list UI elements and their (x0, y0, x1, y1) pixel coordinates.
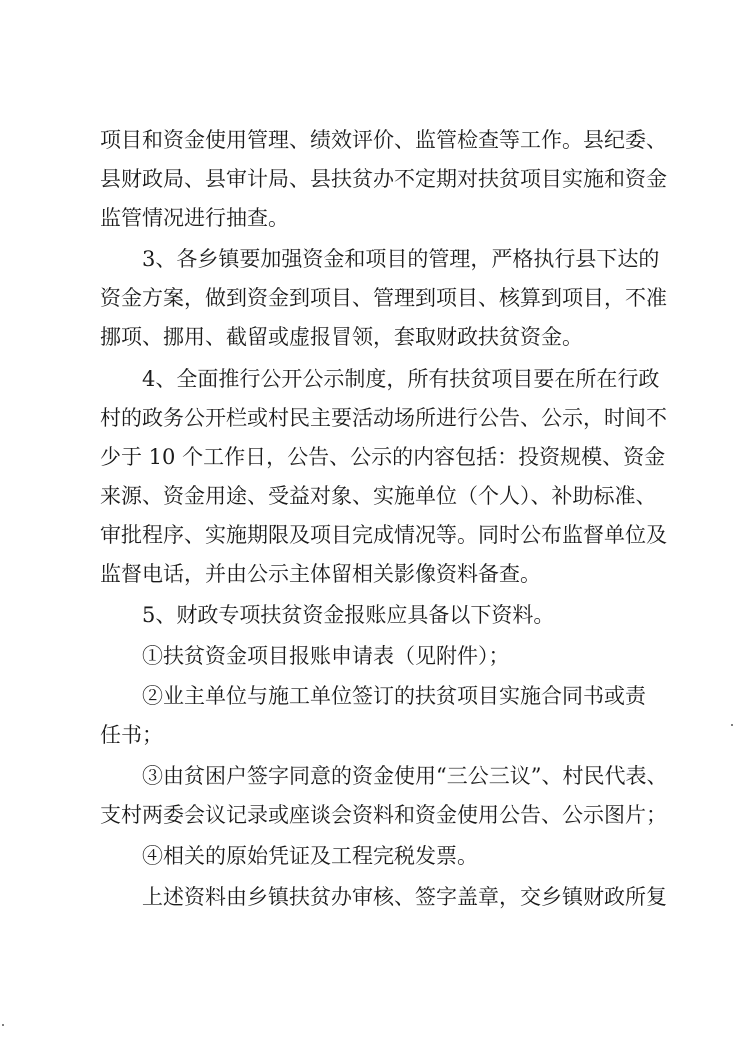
scan-speck (2, 1024, 4, 1026)
text-line-11: 审批程序、实施期限及项目完成情况等。同时公布监督单位及 (100, 523, 667, 547)
text-line-6: 挪项、挪用、截留或虚报冒领，套取财政扶贫资金。 (100, 325, 583, 349)
text-line-14: ①扶贫资金项目报账申请表（见附件）； (142, 644, 510, 668)
text-line-20: 上述资料由乡镇扶贫办审核、签字盖章，交乡镇财政所复 (142, 885, 667, 909)
text-line-3: 监管情况进行抽查。 (100, 206, 289, 230)
text-line-19: ④相关的原始凭证及工程完税发票。 (142, 844, 478, 868)
text-line-5: 资金方案，做到资金到项目、管理到项目、核算到项目，不准 (100, 286, 667, 310)
text-line-18: 支村两委会议记录或座谈会资料和资金使用公告、公示图片； (100, 803, 667, 827)
text-line-15: ②业主单位与施工单位签订的扶贫项目实施合同书或责 (142, 684, 646, 708)
text-line-9: 少于 10 个工作日，公告、公示的内容包括：投资规模、资金 (100, 445, 666, 469)
text-line-12: 监督电话，并由公示主体留相关影像资料备查。 (100, 562, 541, 586)
text-line-17: ③由贫困户签字同意的资金使用“三公三议”、村民代表、 (142, 764, 668, 788)
text-line-10: 来源、资金用途、受益对象、实施单位（个人）、补助标准、 (100, 484, 657, 508)
text-line-7: 4、全面推行公开公示制度，所有扶贫项目要在所在行政 (142, 367, 660, 391)
text-line-13: 5、财政专项扶贫资金报账应具备以下资料。 (142, 603, 555, 627)
text-line-4: 3、各乡镇要加强资金和项目的管理，严格执行县下达的 (142, 247, 660, 271)
scan-speck (731, 724, 733, 726)
text-line-1: 项目和资金使用管理、绩效评价、监管检查等工作。县纪委、 (100, 128, 667, 152)
text-line-2: 县财政局、县审计局、县扶贫办不定期对扶贫项目实施和资金 (100, 167, 667, 191)
text-line-8: 村的政务公开栏或村民主要活动场所进行公告、公示，时间不 (100, 406, 667, 430)
text-line-16: 任书； (100, 723, 163, 747)
